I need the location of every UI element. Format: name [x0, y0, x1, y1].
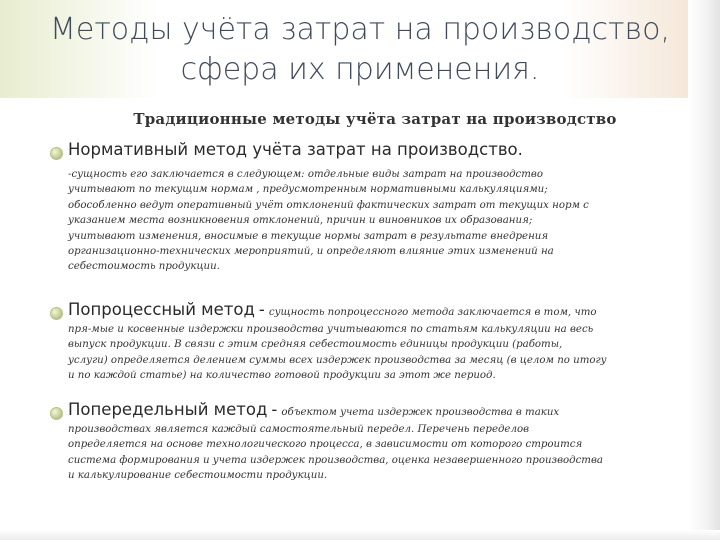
- bullet-heading-line: [68, 300, 597, 319]
- bullet-body: [68, 167, 680, 275]
- slide-frame-right: [688, 0, 720, 540]
- body-line: услуги) определяется делением суммы всех издержек производства за месяц (в целом по итогу: [68, 354, 607, 366]
- body-line: производствах является каждый самостоятельный передел. Перечень переделов: [68, 424, 530, 435]
- body-line: организационно-технических мероприятий, и определяют влияние этих изменений на: [68, 246, 554, 258]
- bullet-dot-icon: [50, 147, 63, 160]
- section-subtitle: Традиционные методы учёта затрат на производство: [133, 110, 617, 128]
- bullet-dot-icon: [50, 307, 63, 320]
- body-line: обособленно ведут оперативный учёт отклонений фактических затрат от текущих норм с: [68, 199, 589, 211]
- bullet-dash: -: [258, 300, 265, 319]
- bullet-body: [68, 322, 680, 384]
- bullet-dot-icon: [50, 407, 63, 420]
- slide-frame-bottom: [0, 530, 720, 540]
- bullet-dash: -: [271, 400, 278, 419]
- bullet-heading-line: [68, 140, 523, 159]
- body-line: указанием места возникновения отклонений, причин и виновников их образования;: [68, 215, 533, 227]
- bullet-inline-text: объектом учета издержек производства в таких: [281, 407, 560, 418]
- bullet-inline-text: сущность попроцессного метода заключается в том, что: [268, 307, 597, 318]
- body-line: определяется на основе технологического процесса, в зависимости от которого строится: [68, 439, 583, 451]
- body-line: учитывают по текущим нормам , предусмотренным нормативными калькуляциями;: [68, 184, 548, 196]
- bullet-heading-line: [68, 400, 559, 419]
- slide-title: [28, 10, 692, 90]
- bullet-heading: Попроцессный метод: [68, 300, 255, 319]
- body-line: себестоимость продукции.: [68, 261, 220, 273]
- title-line-1: Методы учёта затрат на производство,: [50, 12, 670, 47]
- bullet-heading: Нормативный метод учёта затрат на производство.: [68, 140, 523, 159]
- body-line: система формирования и учета издержек производства, оценка незавершенного производства: [68, 454, 603, 466]
- body-line: выпуск продукции. В связи с этим средняя себестоимость единицы продукции (работы,: [68, 339, 563, 351]
- body-line: -сущность его заключается в следующем: отдельные виды затрат на производство: [68, 169, 543, 180]
- body-line: учитывают изменения, вносимые в текущие нормы затрат в результате внедрения: [68, 230, 549, 242]
- bullet-body: [68, 422, 680, 484]
- body-line: пря-мые и косвенные издержки производства учитываются по статьям калькуляции на весь: [68, 324, 594, 335]
- bullet-heading: Попередельный метод: [68, 400, 268, 419]
- body-line: и по каждой статье) на количество готовой продукции за этот же период.: [68, 370, 496, 382]
- title-line-2: сфера их применения.: [180, 52, 540, 87]
- body-line: и калькулирование себестоимости продукции.: [68, 470, 328, 482]
